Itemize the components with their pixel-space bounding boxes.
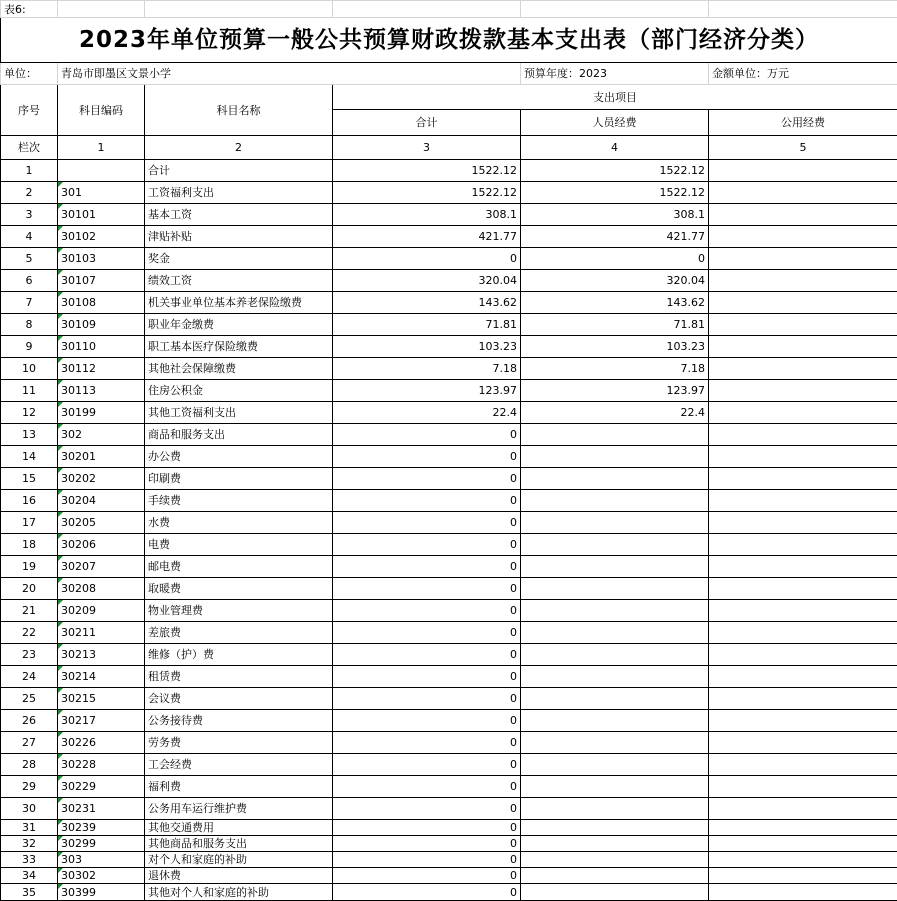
cell-total[interactable]: 0	[333, 868, 521, 884]
cell-personnel[interactable]	[521, 868, 709, 884]
empty-cell[interactable]	[709, 1, 897, 18]
cell-seq[interactable]: 20	[1, 578, 58, 600]
cell-seq[interactable]: 6	[1, 270, 58, 292]
cell-code[interactable]: 30202	[58, 468, 145, 490]
cell-total[interactable]: 0	[333, 534, 521, 556]
table-number-label: 表6:	[1, 1, 58, 18]
cell-name[interactable]: 物业管理费	[145, 600, 333, 622]
cell-code[interactable]: 30112	[58, 358, 145, 380]
cell-code[interactable]: 30201	[58, 446, 145, 468]
cell-personnel[interactable]	[521, 468, 709, 490]
cell-code[interactable]: 30107	[58, 270, 145, 292]
cell-total[interactable]: 0	[333, 710, 521, 732]
table-row	[1, 884, 897, 901]
table-row	[1, 292, 897, 314]
cell-total[interactable]: 0	[333, 248, 521, 270]
cell-public[interactable]	[709, 336, 897, 358]
empty-cell[interactable]	[521, 1, 709, 18]
cell-public[interactable]	[709, 160, 897, 182]
cell-public[interactable]	[709, 534, 897, 556]
header-code: 科目编码	[58, 85, 145, 136]
cell-total[interactable]: 0	[333, 468, 521, 490]
table-row	[1, 600, 897, 622]
cell-personnel[interactable]	[521, 798, 709, 820]
cell-name[interactable]: 机关事业单位基本养老保险缴费	[145, 292, 333, 314]
cell-public[interactable]	[709, 644, 897, 666]
header-total: 合计	[333, 110, 521, 136]
cell-total[interactable]: 143.62	[333, 292, 521, 314]
cell-seq[interactable]: 29	[1, 776, 58, 798]
cell-seq[interactable]: 21	[1, 600, 58, 622]
cell-name[interactable]: 对个人和家庭的补助	[145, 852, 333, 868]
cell-personnel[interactable]	[521, 732, 709, 754]
cell-personnel[interactable]: 7.18	[521, 358, 709, 380]
table-row	[1, 204, 897, 226]
cell-code[interactable]: 30204	[58, 490, 145, 512]
cell-seq[interactable]: 35	[1, 884, 58, 901]
cell-public[interactable]	[709, 182, 897, 204]
cell-name[interactable]: 公务接待费	[145, 710, 333, 732]
cell-code[interactable]: 30109	[58, 314, 145, 336]
table-row	[1, 622, 897, 644]
cell-public[interactable]	[709, 776, 897, 798]
cell-code[interactable]: 30209	[58, 600, 145, 622]
cell-total[interactable]: 7.18	[333, 358, 521, 380]
cell-public[interactable]	[709, 446, 897, 468]
amount-unit: 金额单位：万元	[709, 63, 897, 85]
cell-personnel[interactable]: 0	[521, 248, 709, 270]
cell-code[interactable]: 303	[58, 852, 145, 868]
cell-personnel[interactable]	[521, 666, 709, 688]
column-index: 4	[521, 136, 709, 160]
table-row	[1, 578, 897, 600]
cell-name[interactable]: 取暖费	[145, 578, 333, 600]
cell-personnel[interactable]: 1522.12	[521, 182, 709, 204]
cell-total[interactable]: 0	[333, 644, 521, 666]
cell-total[interactable]: 103.23	[333, 336, 521, 358]
cell-seq[interactable]: 9	[1, 336, 58, 358]
cell-public[interactable]	[709, 622, 897, 644]
cell-personnel[interactable]: 308.1	[521, 204, 709, 226]
cell-personnel[interactable]	[521, 852, 709, 868]
cell-personnel[interactable]	[521, 490, 709, 512]
cell-public[interactable]	[709, 556, 897, 578]
cell-public[interactable]	[709, 666, 897, 688]
cell-code[interactable]: 30113	[58, 380, 145, 402]
cell-name[interactable]: 电费	[145, 534, 333, 556]
cell-total[interactable]: 1522.12	[333, 182, 521, 204]
table-row	[1, 644, 897, 666]
cell-public[interactable]	[709, 424, 897, 446]
table-row	[1, 314, 897, 336]
cell-code[interactable]: 30108	[58, 292, 145, 314]
cell-personnel[interactable]	[521, 644, 709, 666]
cell-personnel[interactable]: 320.04	[521, 270, 709, 292]
cell-total[interactable]: 0	[333, 852, 521, 868]
empty-cell[interactable]	[58, 1, 145, 18]
cell-seq[interactable]: 25	[1, 688, 58, 710]
cell-personnel[interactable]: 103.23	[521, 336, 709, 358]
empty-cell[interactable]	[333, 1, 521, 18]
cell-total[interactable]: 0	[333, 820, 521, 836]
cell-name[interactable]: 租赁费	[145, 666, 333, 688]
cell-seq[interactable]: 14	[1, 446, 58, 468]
cell-personnel[interactable]	[521, 710, 709, 732]
cell-public[interactable]	[709, 688, 897, 710]
cell-name[interactable]: 住房公积金	[145, 380, 333, 402]
cell-public[interactable]	[709, 402, 897, 424]
cell-seq[interactable]: 7	[1, 292, 58, 314]
cell-personnel[interactable]: 143.62	[521, 292, 709, 314]
cell-personnel[interactable]: 123.97	[521, 380, 709, 402]
cell-personnel[interactable]	[521, 884, 709, 901]
cell-seq[interactable]: 18	[1, 534, 58, 556]
table-row	[1, 160, 897, 182]
table-row	[1, 820, 897, 836]
table-row	[1, 336, 897, 358]
cell-code[interactable]: 30211	[58, 622, 145, 644]
cell-total[interactable]: 0	[333, 600, 521, 622]
cell-total[interactable]: 1522.12	[333, 160, 521, 182]
table-row	[1, 248, 897, 270]
cell-public[interactable]	[709, 292, 897, 314]
cell-code[interactable]: 30208	[58, 578, 145, 600]
cell-code[interactable]: 30231	[58, 798, 145, 820]
cell-seq[interactable]: 2	[1, 182, 58, 204]
cell-public[interactable]	[709, 578, 897, 600]
cell-code[interactable]: 30239	[58, 820, 145, 836]
cell-seq[interactable]: 33	[1, 852, 58, 868]
empty-cell[interactable]	[145, 1, 333, 18]
table-row	[1, 688, 897, 710]
cell-seq[interactable]: 4	[1, 226, 58, 248]
cell-seq[interactable]: 22	[1, 622, 58, 644]
cell-seq[interactable]: 26	[1, 710, 58, 732]
cell-seq[interactable]: 19	[1, 556, 58, 578]
header-personnel: 人员经费	[521, 110, 709, 136]
table-row	[1, 270, 897, 292]
cell-name[interactable]: 手续费	[145, 490, 333, 512]
cell-name[interactable]: 其他对个人和家庭的补助	[145, 884, 333, 901]
budget-year: 预算年度：2023	[521, 63, 709, 85]
cell-name[interactable]: 其他社会保障缴费	[145, 358, 333, 380]
cell-public[interactable]	[709, 226, 897, 248]
cell-name[interactable]: 工会经费	[145, 754, 333, 776]
cell-personnel[interactable]: 22.4	[521, 402, 709, 424]
cell-name[interactable]: 津贴补贴	[145, 226, 333, 248]
cell-name[interactable]: 邮电费	[145, 556, 333, 578]
cell-personnel[interactable]	[521, 424, 709, 446]
cell-code[interactable]: 30302	[58, 868, 145, 884]
cell-code[interactable]: 30215	[58, 688, 145, 710]
cell-total[interactable]: 308.1	[333, 204, 521, 226]
cell-seq[interactable]: 10	[1, 358, 58, 380]
column-index: 2	[145, 136, 333, 160]
cell-name[interactable]: 劳务费	[145, 732, 333, 754]
cell-name[interactable]: 基本工资	[145, 204, 333, 226]
cell-public[interactable]	[709, 248, 897, 270]
cell-seq[interactable]: 3	[1, 204, 58, 226]
header-seq: 序号	[1, 85, 58, 136]
table-title: 2023年单位预算一般公共预算财政拨款基本支出表（部门经济分类）	[1, 18, 897, 63]
cell-public[interactable]	[709, 754, 897, 776]
cell-total[interactable]: 0	[333, 578, 521, 600]
column-index: 1	[58, 136, 145, 160]
cell-total[interactable]: 0	[333, 732, 521, 754]
table-row	[1, 402, 897, 424]
cell-code[interactable]: 30213	[58, 644, 145, 666]
cell-public[interactable]	[709, 836, 897, 852]
cell-total[interactable]: 0	[333, 556, 521, 578]
cell-personnel[interactable]	[521, 578, 709, 600]
cell-public[interactable]	[709, 868, 897, 884]
cell-name[interactable]: 职业年金缴费	[145, 314, 333, 336]
cell-code[interactable]: 30226	[58, 732, 145, 754]
cell-seq[interactable]: 34	[1, 868, 58, 884]
header-name: 科目名称	[145, 85, 333, 136]
cell-total[interactable]: 320.04	[333, 270, 521, 292]
table-row	[1, 852, 897, 868]
table-row	[1, 710, 897, 732]
table-row	[1, 512, 897, 534]
cell-name[interactable]: 差旅费	[145, 622, 333, 644]
cell-total[interactable]: 71.81	[333, 314, 521, 336]
cell-name[interactable]: 退休费	[145, 868, 333, 884]
table-row	[1, 836, 897, 852]
cell-code[interactable]: 302	[58, 424, 145, 446]
cell-name[interactable]: 工资福利支出	[145, 182, 333, 204]
cell-code[interactable]: 30228	[58, 754, 145, 776]
cell-public[interactable]	[709, 204, 897, 226]
cell-personnel[interactable]: 1522.12	[521, 160, 709, 182]
cell-code[interactable]: 30110	[58, 336, 145, 358]
cell-personnel[interactable]	[521, 446, 709, 468]
cell-code[interactable]: 30214	[58, 666, 145, 688]
cell-seq[interactable]: 32	[1, 836, 58, 852]
table-row	[1, 424, 897, 446]
cell-personnel[interactable]	[521, 534, 709, 556]
cell-name[interactable]: 其他交通费用	[145, 820, 333, 836]
cell-seq[interactable]: 31	[1, 820, 58, 836]
cell-seq[interactable]: 23	[1, 644, 58, 666]
cell-seq[interactable]: 8	[1, 314, 58, 336]
cell-total[interactable]: 0	[333, 836, 521, 852]
cell-code[interactable]: 30207	[58, 556, 145, 578]
column-index-label: 栏次	[1, 136, 58, 160]
cell-public[interactable]	[709, 820, 897, 836]
cell-name[interactable]: 印刷费	[145, 468, 333, 490]
cell-personnel[interactable]	[521, 622, 709, 644]
table-row	[1, 868, 897, 884]
cell-total[interactable]: 0	[333, 424, 521, 446]
cell-personnel[interactable]	[521, 836, 709, 852]
cell-public[interactable]	[709, 358, 897, 380]
cell-code[interactable]: 30399	[58, 884, 145, 901]
cell-personnel[interactable]	[521, 754, 709, 776]
cell-name[interactable]: 会议费	[145, 688, 333, 710]
table-row	[1, 556, 897, 578]
cell-public[interactable]	[709, 852, 897, 868]
cell-total[interactable]: 0	[333, 688, 521, 710]
column-index: 5	[709, 136, 897, 160]
header-expense-group: 支出项目	[333, 85, 897, 110]
cell-name[interactable]: 绩效工资	[145, 270, 333, 292]
cell-name[interactable]: 办公费	[145, 446, 333, 468]
table-row	[1, 732, 897, 754]
cell-public[interactable]	[709, 710, 897, 732]
cell-name[interactable]: 合计	[145, 160, 333, 182]
cell-personnel[interactable]	[521, 688, 709, 710]
cell-seq[interactable]: 15	[1, 468, 58, 490]
cell-seq[interactable]: 12	[1, 402, 58, 424]
cell-public[interactable]	[709, 732, 897, 754]
table-row	[1, 380, 897, 402]
cell-public[interactable]	[709, 468, 897, 490]
cell-code[interactable]: 30205	[58, 512, 145, 534]
cell-seq[interactable]: 5	[1, 248, 58, 270]
cell-public[interactable]	[709, 380, 897, 402]
cell-code[interactable]: 30102	[58, 226, 145, 248]
cell-total[interactable]: 0	[333, 754, 521, 776]
table-row	[1, 666, 897, 688]
cell-total[interactable]: 0	[333, 622, 521, 644]
cell-personnel[interactable]	[521, 512, 709, 534]
table-row	[1, 776, 897, 798]
cell-public[interactable]	[709, 314, 897, 336]
cell-personnel[interactable]	[521, 776, 709, 798]
cell-code[interactable]: 30101	[58, 204, 145, 226]
cell-total[interactable]: 0	[333, 490, 521, 512]
cell-name[interactable]: 其他工资福利支出	[145, 402, 333, 424]
cell-public[interactable]	[709, 490, 897, 512]
table-row	[1, 534, 897, 556]
cell-public[interactable]	[709, 270, 897, 292]
table-row	[1, 754, 897, 776]
cell-name[interactable]: 福利费	[145, 776, 333, 798]
cell-total[interactable]: 0	[333, 446, 521, 468]
cell-seq[interactable]: 11	[1, 380, 58, 402]
cell-public[interactable]	[709, 512, 897, 534]
cell-name[interactable]: 其他商品和服务支出	[145, 836, 333, 852]
cell-personnel[interactable]	[521, 556, 709, 578]
cell-code[interactable]: 30299	[58, 836, 145, 852]
cell-personnel[interactable]	[521, 600, 709, 622]
cell-name[interactable]: 奖金	[145, 248, 333, 270]
cell-seq[interactable]: 16	[1, 490, 58, 512]
cell-name[interactable]: 商品和服务支出	[145, 424, 333, 446]
cell-seq[interactable]: 28	[1, 754, 58, 776]
cell-total[interactable]: 0	[333, 798, 521, 820]
cell-code[interactable]: 30217	[58, 710, 145, 732]
cell-public[interactable]	[709, 600, 897, 622]
cell-total[interactable]: 0	[333, 884, 521, 901]
cell-code[interactable]: 30206	[58, 534, 145, 556]
cell-total[interactable]: 0	[333, 512, 521, 534]
cell-seq[interactable]: 1	[1, 160, 58, 182]
table-row	[1, 798, 897, 820]
cell-code[interactable]	[58, 160, 145, 182]
cell-seq[interactable]: 13	[1, 424, 58, 446]
cell-seq[interactable]: 30	[1, 798, 58, 820]
table-row	[1, 226, 897, 248]
table-row	[1, 468, 897, 490]
cell-seq[interactable]: 27	[1, 732, 58, 754]
unit-label: 单位：	[1, 63, 58, 85]
table-row	[1, 182, 897, 204]
table-row	[1, 446, 897, 468]
cell-personnel[interactable]: 421.77	[521, 226, 709, 248]
cell-code[interactable]: 30229	[58, 776, 145, 798]
cell-name[interactable]: 维修（护）费	[145, 644, 333, 666]
cell-personnel[interactable]: 71.81	[521, 314, 709, 336]
table-row	[1, 490, 897, 512]
cell-code[interactable]: 30103	[58, 248, 145, 270]
cell-name[interactable]: 职工基本医疗保险缴费	[145, 336, 333, 358]
cell-total[interactable]: 421.77	[333, 226, 521, 248]
column-index: 3	[333, 136, 521, 160]
cell-code[interactable]: 30199	[58, 402, 145, 424]
cell-name[interactable]: 水费	[145, 512, 333, 534]
cell-personnel[interactable]	[521, 820, 709, 836]
cell-seq[interactable]: 17	[1, 512, 58, 534]
cell-total[interactable]: 0	[333, 776, 521, 798]
cell-total[interactable]: 123.97	[333, 380, 521, 402]
cell-seq[interactable]: 24	[1, 666, 58, 688]
cell-total[interactable]: 22.4	[333, 402, 521, 424]
cell-code[interactable]: 301	[58, 182, 145, 204]
header-public: 公用经费	[709, 110, 897, 136]
cell-public[interactable]	[709, 798, 897, 820]
unit-name: 青岛市即墨区文景小学	[58, 63, 521, 85]
cell-total[interactable]: 0	[333, 666, 521, 688]
cell-name[interactable]: 公务用车运行维护费	[145, 798, 333, 820]
cell-public[interactable]	[709, 884, 897, 901]
table-row	[1, 358, 897, 380]
